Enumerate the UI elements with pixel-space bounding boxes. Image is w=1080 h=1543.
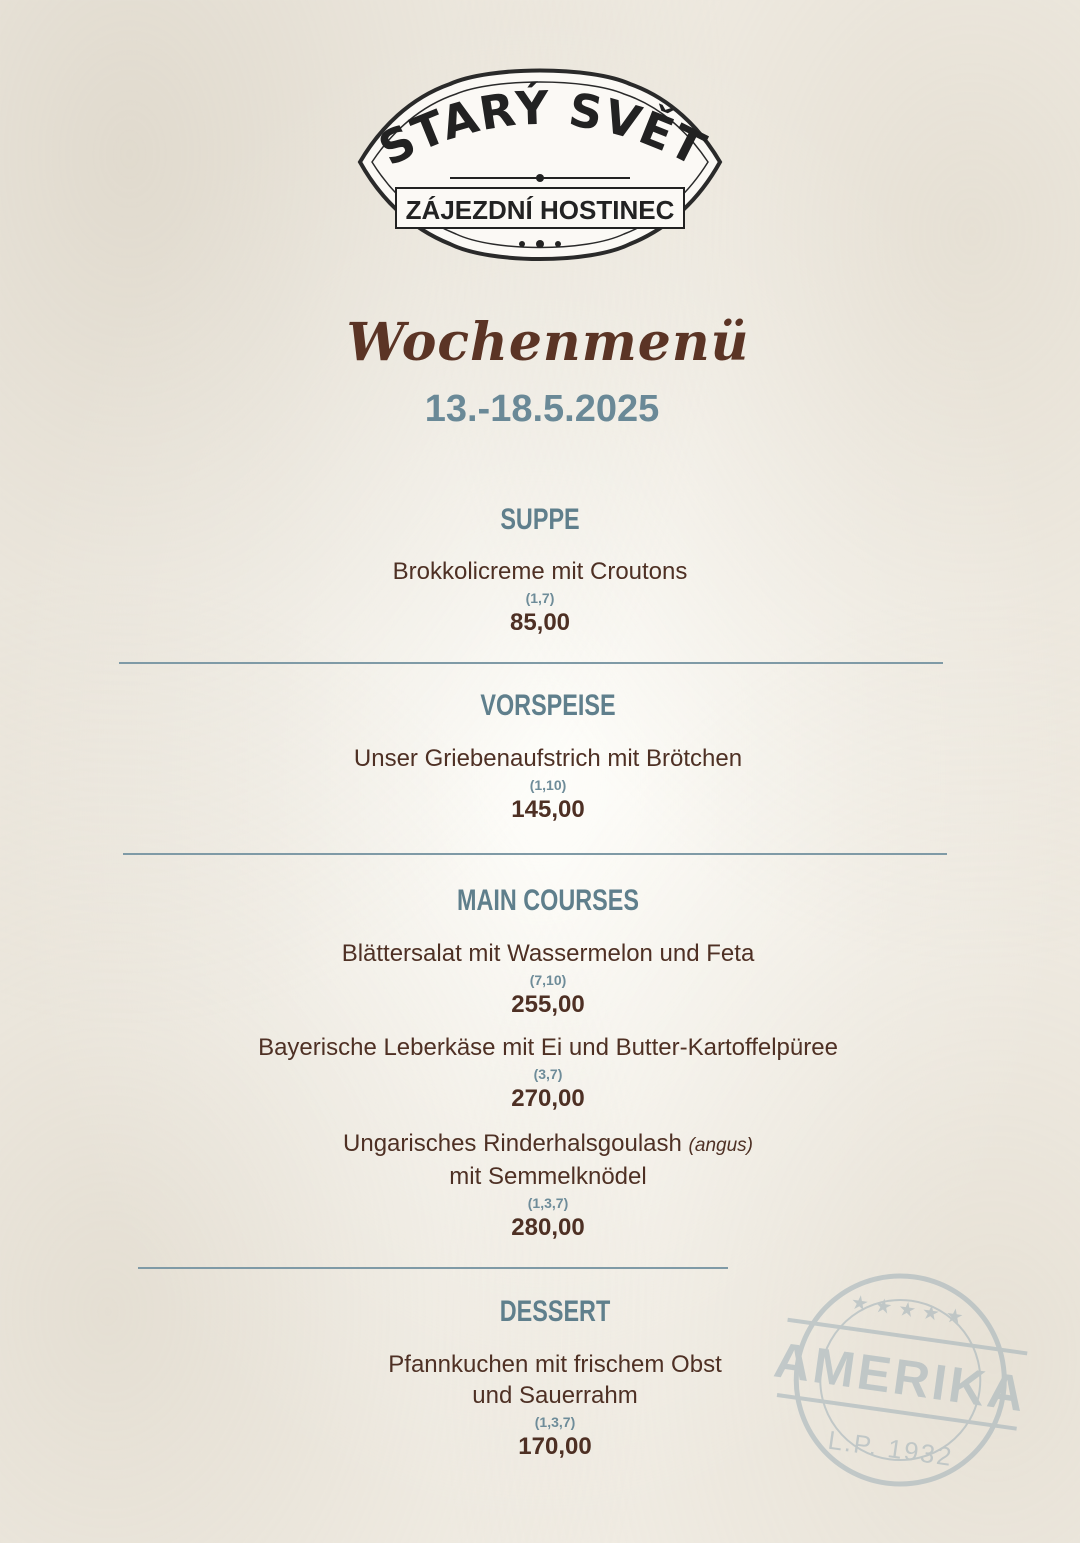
dish-allergens: (1,3,7) [527,1195,569,1211]
dish-item [148,1032,948,1113]
section-divider [119,662,943,664]
dish-price: 280,00 [511,1214,585,1241]
dish-name-line2: mit Semmelknödel [449,1163,647,1190]
section-title-soup: SUPPE [500,503,580,536]
dish-allergens: (1,3,7) [534,1414,576,1430]
dish-name [198,1128,898,1161]
dish-price: 255,00 [511,991,585,1018]
dish-item [198,1128,898,1242]
restaurant-logo [340,58,740,276]
dish-item [248,743,848,824]
dish-name: Unser Griebenaufstrich mit Brötchen [353,745,743,772]
logo-subtitle: ZÁJEZDNÍ HOSTINEC [405,195,675,225]
dish-note: (angus) [688,1135,753,1156]
section-title-starter: VORSPEISE [480,689,616,722]
stamp-stars-icon: ★★★★★ [849,1289,972,1330]
section-title-dessert: DESSERT [499,1295,611,1328]
dish-name: Pfannkuchen mit frischem Obst [388,1351,722,1378]
dish-name: Bayerische Leberkäse mit Ei und Butter-Kartoffelpüree [258,1034,838,1061]
logo-name: STARÝ SVĚT [370,80,715,177]
dish-allergens: (3,7) [533,1066,563,1082]
dish-allergens: (1,10) [529,777,567,793]
dish-item [198,938,898,1019]
stamp-text: AMERIKA [770,1331,1031,1423]
section-divider [123,853,947,855]
dish-price: 145,00 [511,796,585,823]
dish-name-line2: und Sauerrahm [472,1382,638,1409]
amerika-stamp [760,1262,1040,1502]
dish-price: 170,00 [518,1433,592,1460]
dish-name: Blättersalat mit Wassermelon und Feta [341,940,755,967]
stamp-sub: L.P. 1932 [826,1424,956,1472]
section-divider [138,1267,728,1269]
dish-name-text: Ungarisches Rinderhalsgoulash [343,1130,682,1157]
dish-item [240,556,840,637]
menu-date: 13.-18.5.2025 [424,388,660,430]
dish-allergens: (1,7) [525,590,555,606]
dish-allergens: (7,10) [529,972,567,988]
menu-title: Wochenmenü [346,312,750,373]
section-title-main: MAIN COURSES [456,884,640,917]
dish-name: Brokkolicreme mit Croutons [392,558,688,585]
dish-price: 270,00 [511,1085,585,1112]
dish-price: 85,00 [509,609,571,636]
